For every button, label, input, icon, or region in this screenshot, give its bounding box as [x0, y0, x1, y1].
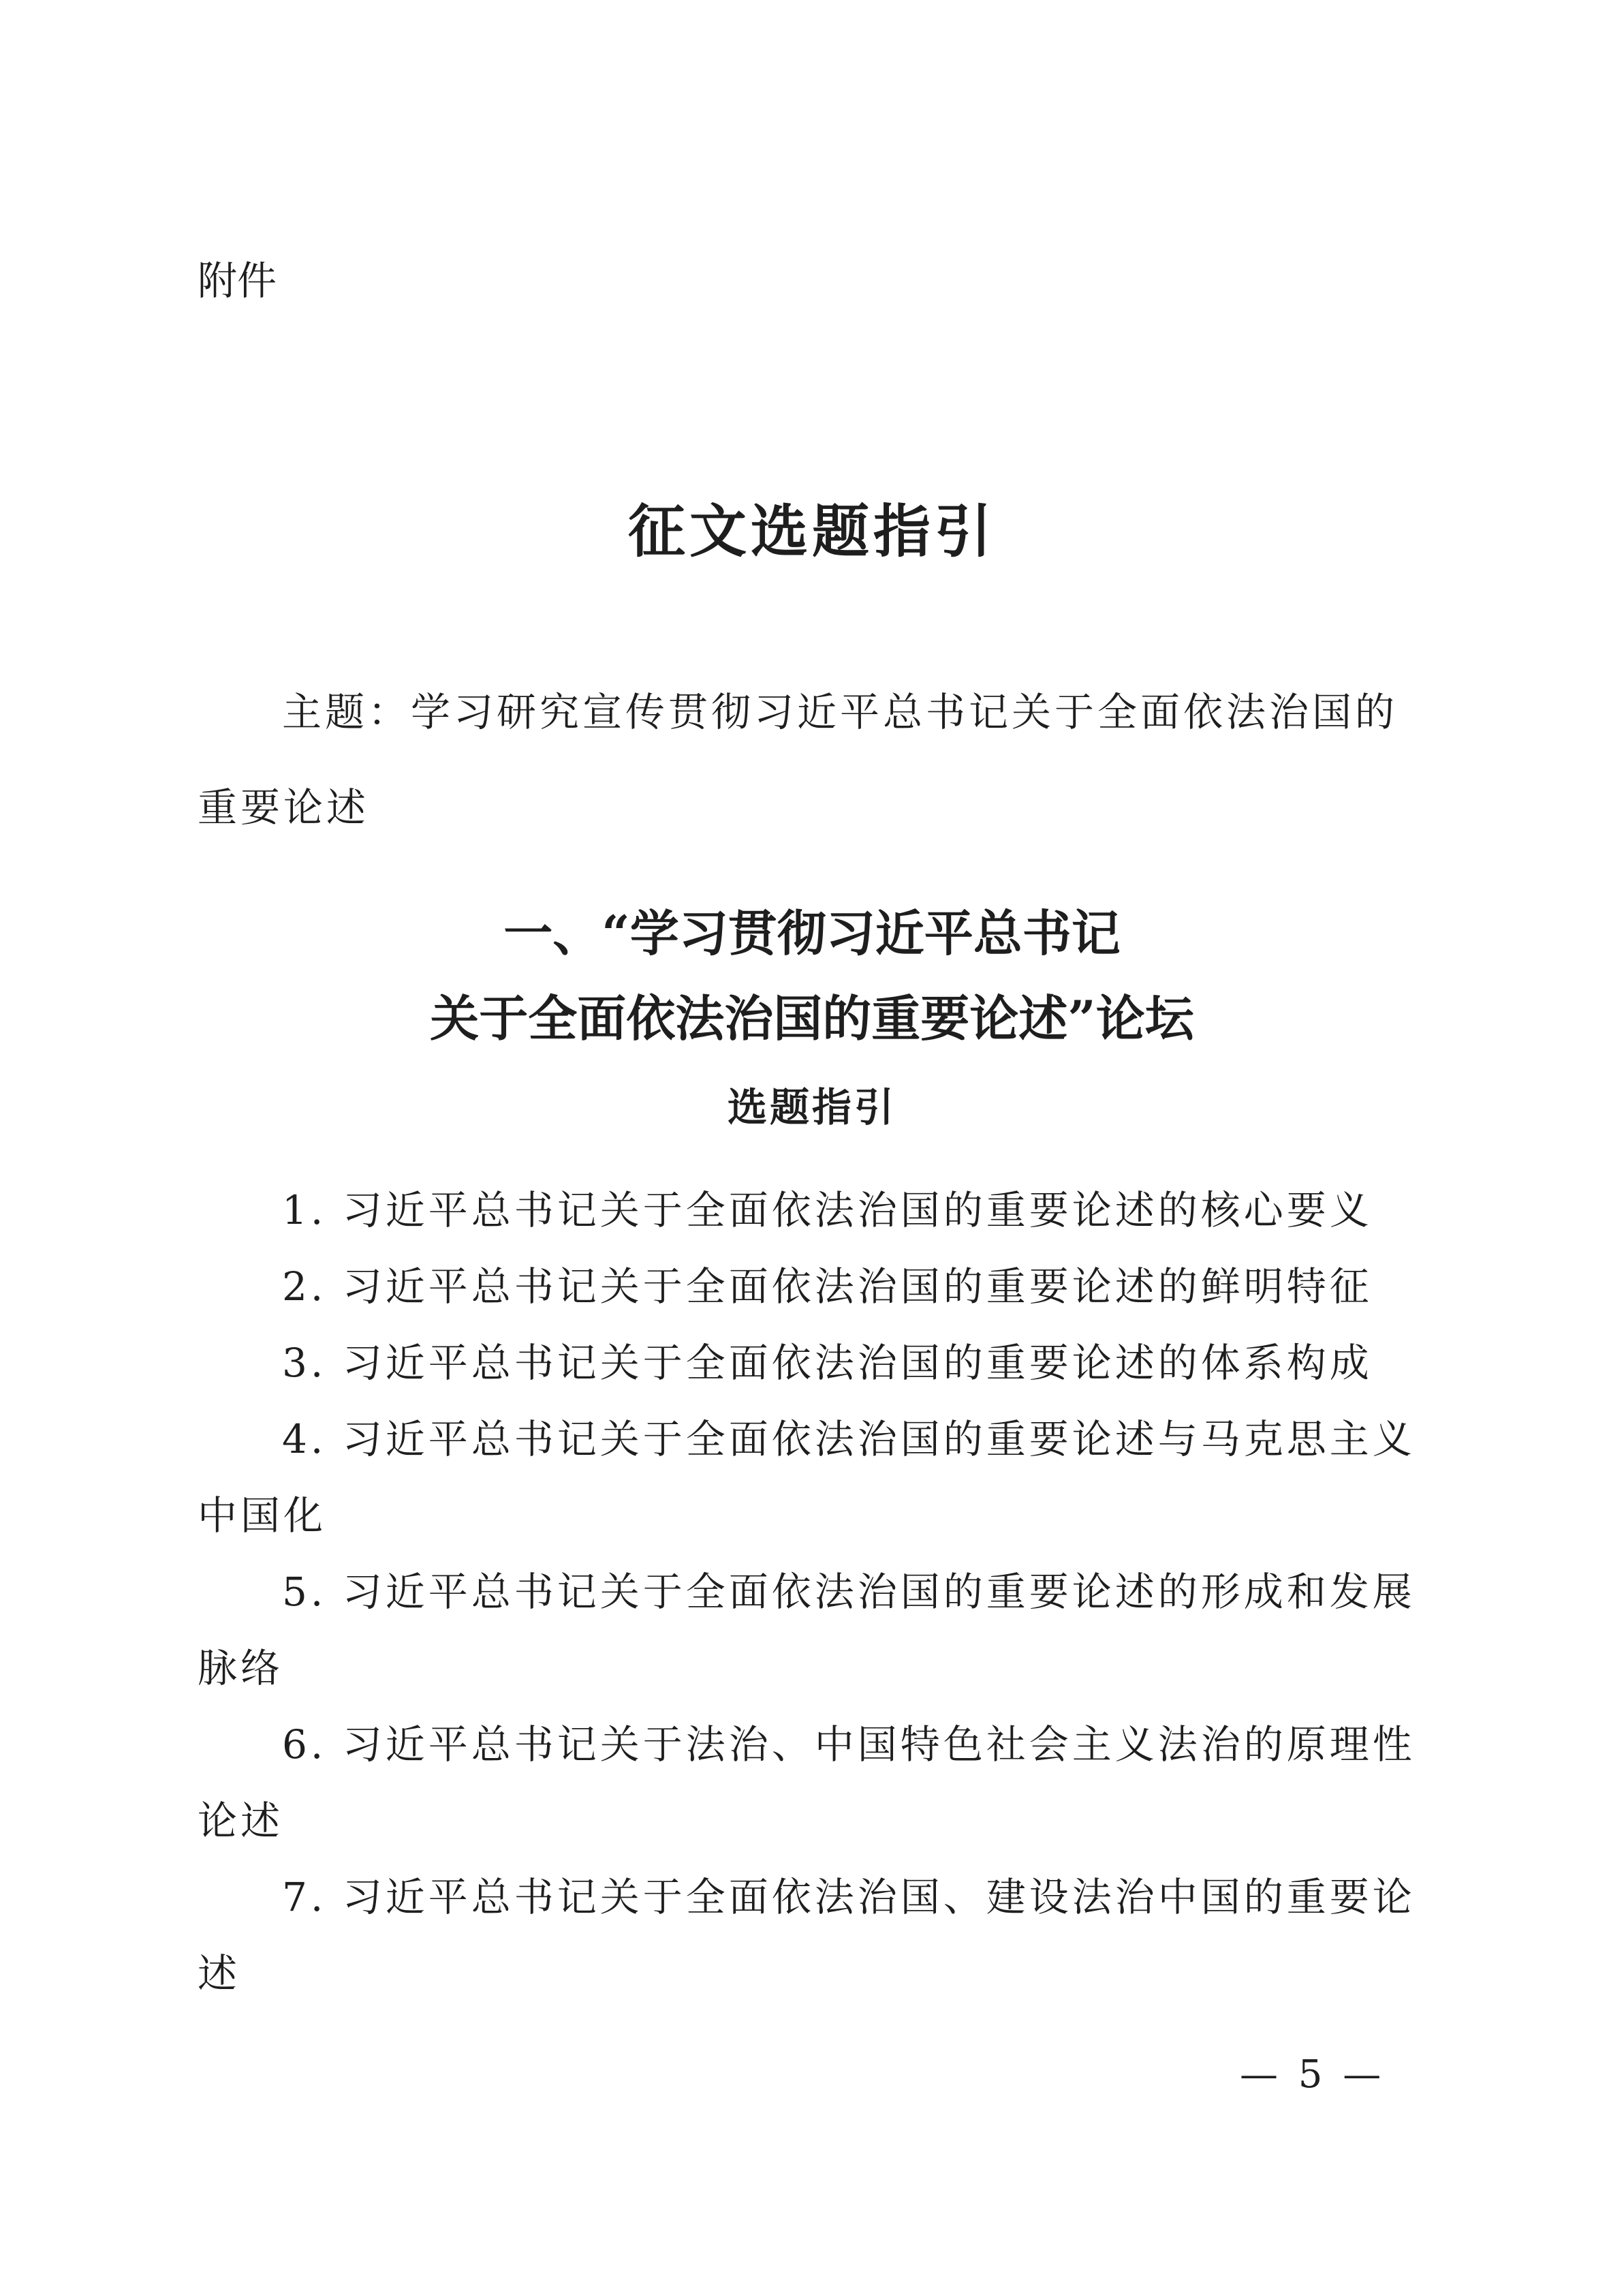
topic-item-3: 3. 习近平总书记关于全面依法治国的重要论述的体系构成 — [282, 1340, 1373, 1386]
topic-item-7: 7. 习近平总书记关于全面依法治国、建设法治中国的重要论述 — [198, 1874, 1416, 1997]
topic-item-4: 4. 习近平总书记关于全面依法治国的重要论述与马克思主义中国化 — [198, 1416, 1416, 1539]
topic-item-6: 6. 习近平总书记关于法治、中国特色社会主义法治的原理性论述 — [198, 1721, 1416, 1844]
attachment-label: 附件 — [198, 258, 277, 304]
topic-item-5: 5. 习近平总书记关于全面依法治国的重要论述的形成和发展脉络 — [198, 1569, 1416, 1691]
theme-paragraph: 主题：学习研究宣传贯彻习近平总书记关于全面依法治国的重要论述 — [198, 689, 1399, 831]
page-title: 征文选题指引 — [627, 497, 996, 565]
page-number: — 5 — — [1240, 2052, 1386, 2097]
section-heading-line-2: 关于全面依法治国的重要论述”论坛 — [430, 989, 1194, 1047]
topic-list — [198, 1172, 1417, 2012]
section-subheading: 选题指引 — [727, 1084, 896, 1130]
topic-item-2: 2. 习近平总书记关于全面依法治国的重要论述的鲜明特征 — [282, 1263, 1373, 1310]
section-heading-line-1: 一、“学习贯彻习近平总书记 — [503, 904, 1121, 962]
topic-item-1: 1. 习近平总书记关于全面依法治国的重要论述的核心要义 — [282, 1187, 1373, 1233]
